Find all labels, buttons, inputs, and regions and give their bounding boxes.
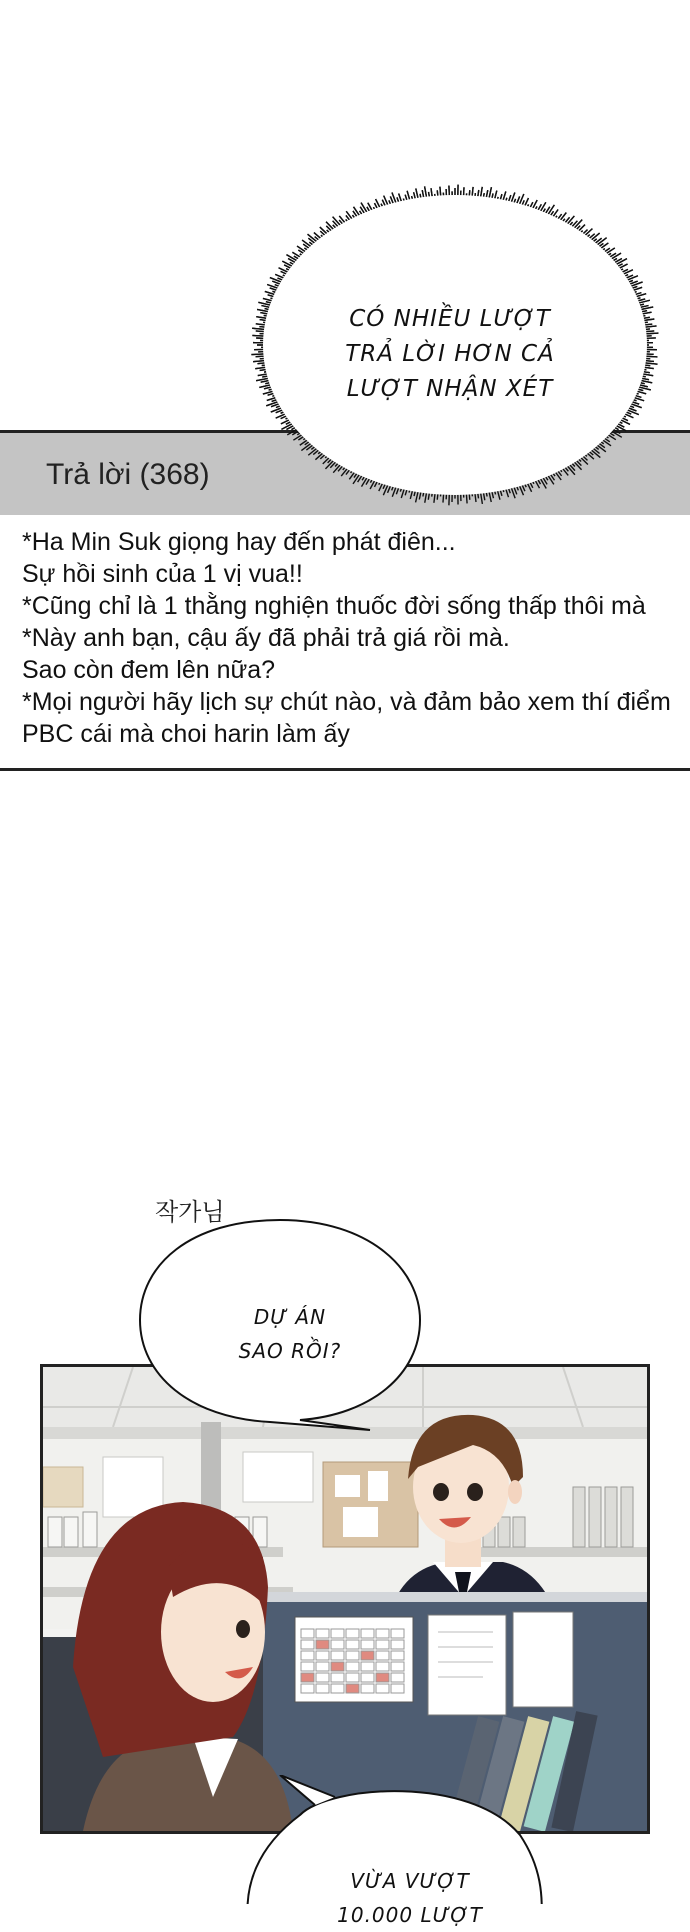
bubble-2-line-2: 10.000 LƯỢT bbox=[300, 1898, 520, 1932]
korean-label: 작가님 bbox=[155, 1192, 225, 1227]
bubble-2-line-1: VỪA VƯỢT bbox=[300, 1864, 520, 1898]
reply-count-title: Trả lời (368) bbox=[46, 458, 210, 492]
bubble-1-line-2: SAO RỒI? bbox=[190, 1334, 390, 1368]
speech-bubble-2-text bbox=[300, 1864, 520, 1932]
comment-line: Sao còn đem lên nữa? bbox=[22, 654, 682, 686]
comment-line: *Này anh bạn, cậu ấy đã phải trả giá rồi mà. bbox=[22, 622, 682, 654]
spiky-line-1: CÓ NHIỀU LƯỢT bbox=[330, 302, 570, 337]
spiky-line-3: LƯỢT NHẬN XÉT bbox=[330, 372, 570, 407]
spiky-bubble-text bbox=[330, 302, 570, 407]
comment-line: Sự hồi sinh của 1 vị vua!! bbox=[22, 558, 682, 590]
comment-line: *Mọi người hãy lịch sự chút nào, và đảm bảo xem thí điểm bbox=[22, 686, 682, 718]
bubble-1-line-1: DỰ ÁN bbox=[190, 1300, 390, 1334]
section-divider bbox=[0, 768, 690, 771]
speech-bubble-1-text bbox=[190, 1300, 390, 1368]
spiky-line-2: TRẢ LỜI HƠN CẢ bbox=[330, 337, 570, 372]
comment-line: PBC cái mà choi harin làm ấy bbox=[22, 718, 682, 750]
comment-line: *Ha Min Suk giọng hay đến phát điên... bbox=[22, 526, 682, 558]
comment-list bbox=[22, 526, 682, 750]
comment-line: *Cũng chỉ là 1 thằng nghiện thuốc đời sống thấp thôi mà bbox=[22, 590, 682, 622]
